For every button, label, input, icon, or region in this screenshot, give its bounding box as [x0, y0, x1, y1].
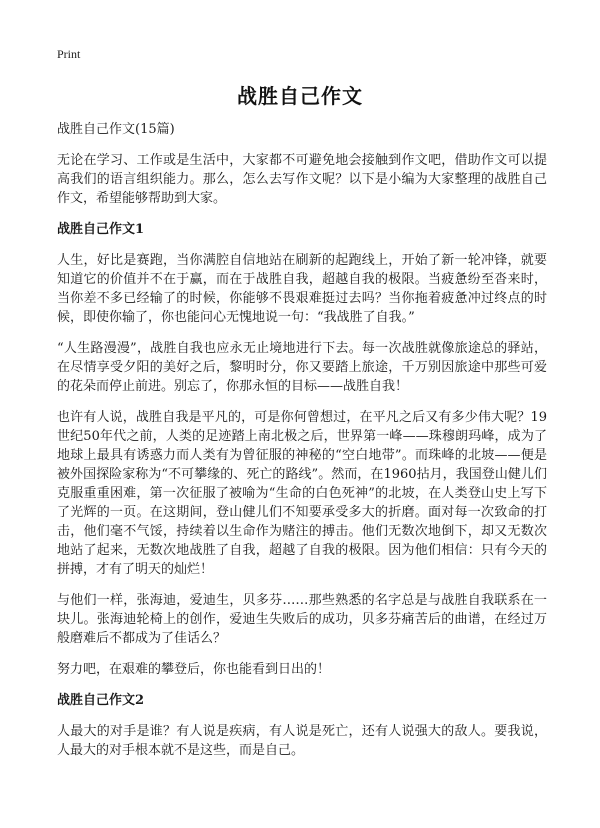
- section1-paragraph: 与他们一样，张海迪，爱迪生，贝多芬……那些熟悉的名字总是与战胜自我联系在一块儿。张海迪轮椅上的创作，爱迪生失败后的成功，贝多芬痛苦后的曲谱，在经过万般磨难后不都成为了佳话么？: [57, 593, 547, 646]
- section1-paragraph: 人生，好比是赛跑，当你满腔自信地站在刷新的起跑线上，开始了新一轮冲锋，就要知道它的价值并不在于赢，而在于战胜自我，超越自我的极限。当疲惫纷至沓来时，当你差不多已经输了的时候，你能够不畏艰难挺过去吗？当你拖着疲惫冲过终点的时候，即使你输了，你也能问心无愧地说一句：“我战胜了自我。”: [57, 253, 547, 325]
- document-subtitle: 战胜自己作文(15篇): [57, 122, 175, 137]
- section-heading-1: 战胜自己作文1: [57, 222, 145, 237]
- section2-paragraph: 人最大的对手是谁？有人说是疾病，有人说是死亡，还有人说强大的敌人。要我说，人最大的对手根本就不是这些，而是自己。: [57, 724, 547, 758]
- print-label: Print: [57, 47, 81, 61]
- section1-paragraph: 也许有人说，战胜自我是平凡的，可是你何曾想过，在平凡之后又有多少伟大呢？19世纪50年代之前，人类的足迹踏上南北极之后，世界第一峰——珠穆朗玛峰，成为了地球上最具有诱惑力而人类有为曾征服的神秘的“空白地带”。而珠峰的北坡——便是被外国探险家称为“不可攀缘的、死亡的路线”。然而，在1960拈月，我国登山健儿们克服重重困难，第一次征服了被喻为“生命的白色死神”的北坡，在人类登山史上写下了光辉的一页。在这期间，登山健儿们不知要承受多大的折磨。面对每一次致命的打击，他们毫不气馁，持续着以生命作为赌注的搏击。他们无数次地倒下，却又无数次地站了起来，无数次地战胜了自我，超越了自我的极限。因为他们相信：只有今天的拼搏，才有了明天的灿烂！: [57, 410, 547, 577]
- section1-paragraph: “人生路漫漫”，战胜自我也应永无止境地进行下去。每一次战胜就像旅途总的驿站，在尽情享受夕阳的美好之后，黎明时分，你又要踏上旅途，千万别因旅途中那些可爱的花朵而停止前进。别忘了，你那永恒的目标——战胜自我！: [57, 341, 547, 394]
- document-body: [57, 120, 547, 772]
- page-title: 战胜自己作文: [237, 84, 363, 108]
- section-heading-2: 战胜自己作文2: [57, 693, 145, 708]
- section1-paragraph: 努力吧，在艰难的攀登后，你也能看到日出的！: [57, 662, 331, 677]
- intro-paragraph: 无论在学习、工作或是生活中，大家都不可避免地会接触到作文吧，借助作文可以提高我们的语言组织能力。那么，怎么去写作文呢？以下是小编为大家整理的战胜自己作文，希望能够帮助到大家。: [57, 153, 547, 206]
